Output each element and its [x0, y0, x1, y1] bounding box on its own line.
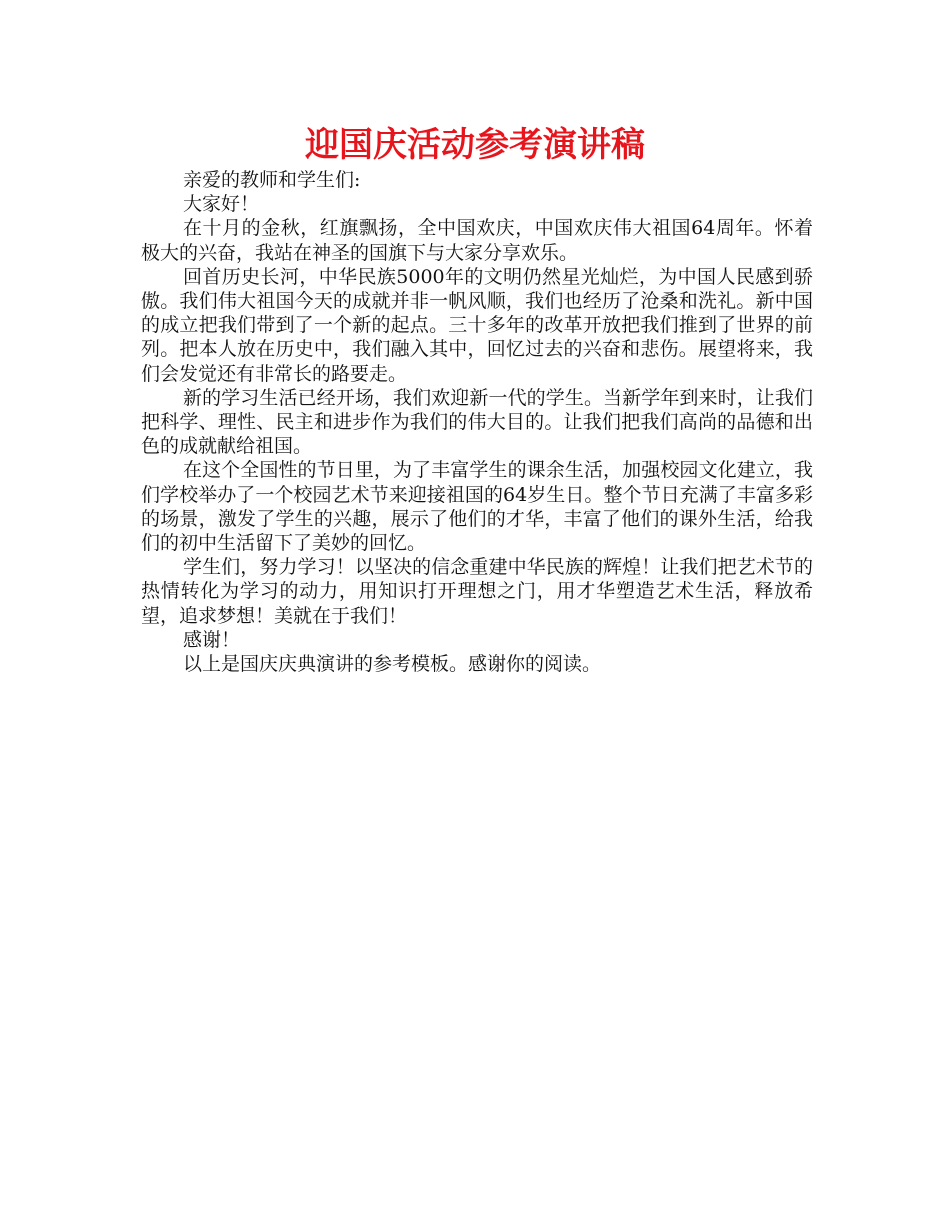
paragraph: 新的学习生活已经开场，我们欢迎新一代的学生。当新学年到来时，让我们把科学、理性、民主和进步作为我们的伟大目的。让我们把我们高尚的品德和出色的成就献给祖国。 [141, 386, 813, 458]
closing-note: 以上是国庆庆典演讲的参考模板。感谢你的阅读。 [183, 653, 602, 676]
thanks-line: 感谢！ [183, 628, 241, 651]
paragraph: 学生们，努力学习！以坚决的信念重建中华民族的辉煌！让我们把艺术节的热情转化为学习的动力，用知识打开理想之门，用才华塑造艺术生活，释放希望，追求梦想！美就在于我们！ [141, 556, 813, 627]
greeting: 大家好！ [183, 193, 260, 216]
paragraph: 回首历史长河，中华民族5000年的文明仍然星光灿烂，为中国人民感到骄傲。我们伟大祖国今天的成就并非一帆风顺，我们也经历了沧桑和洗礼。新中国的成立把我们带到了一个新的起点。三十多年的改革开放把我们推到了世界的前列。把本人放在历史中，我们融入其中，回忆过去的兴奋和悲伤。展望将来，我们会发觉还有非常长的路要走。 [141, 265, 813, 385]
document-title: 迎国庆活动参考演讲稿 [305, 125, 645, 165]
paragraph: 在十月的金秋，红旗飘扬，全中国欢庆，中国欢庆伟大祖国64周年。怀着极大的兴奋，我站在神圣的国旗下与大家分享欢乐。 [141, 217, 813, 264]
paragraph: 在这个全国性的节日里，为了丰富学生的课余生活，加强校园文化建立，我们学校举办了一个校园艺术节来迎接祖国的64岁生日。整个节日充满了丰富多彩的场景，激发了学生的兴趣，展示了他们的才华，丰富了他们的课外生活，给我们的初中生活留下了美妙的回忆。 [141, 459, 813, 555]
document-body [141, 168, 813, 676]
salutation: 亲爱的教师和学生们: [183, 169, 361, 191]
